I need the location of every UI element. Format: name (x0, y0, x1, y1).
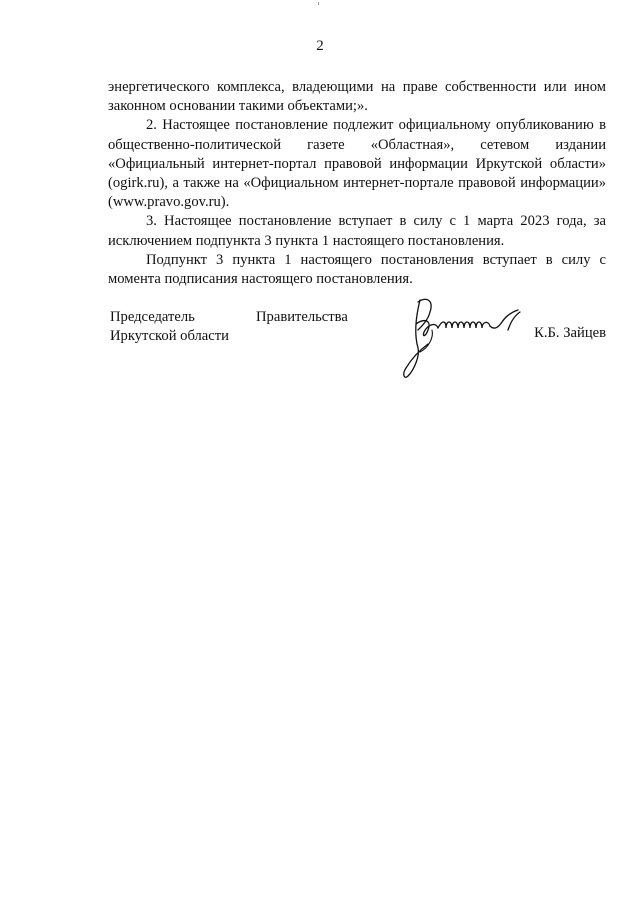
page-number: 2 (316, 38, 324, 54)
paragraph-publication: 2. Настоящее постановление подлежит официальному опубликованию в общественно-политической газете «Областная», сетевом издании «Официальный интернет-портал правовой информации Иркутской области» (ogirk.ru), а также на «Официальном интернет-портале правовой информации» (www.pravo.gov.ru). (108, 117, 606, 211)
paragraph-effective-date: 3. Настоящее постановление вступает в силу с 1 марта 2023 года, за исключением подпункта 3 пункта 1 настоящего постановления. (108, 213, 606, 249)
signatory-title-line1: Председатель (110, 309, 195, 325)
signature-block (108, 308, 606, 388)
scan-mark (318, 2, 319, 5)
signatory-title-line2: Иркутской области (110, 328, 229, 344)
paragraph-subclause-effect: Подпункт 3 пункта 1 настоящего постановления вступает в силу с момента подписания настоящего постановления. (108, 251, 606, 288)
signatory-title (110, 308, 229, 346)
body-text (108, 78, 606, 289)
signatory-title-mid: Правительства (256, 309, 348, 325)
handwritten-signature (398, 290, 538, 382)
signatory-name: К.Б. Зайцев (534, 325, 606, 341)
paragraph-continuation: энергетического комплекса, владеющими на праве собственности или ином законном основании такими объектами;». (108, 79, 606, 115)
